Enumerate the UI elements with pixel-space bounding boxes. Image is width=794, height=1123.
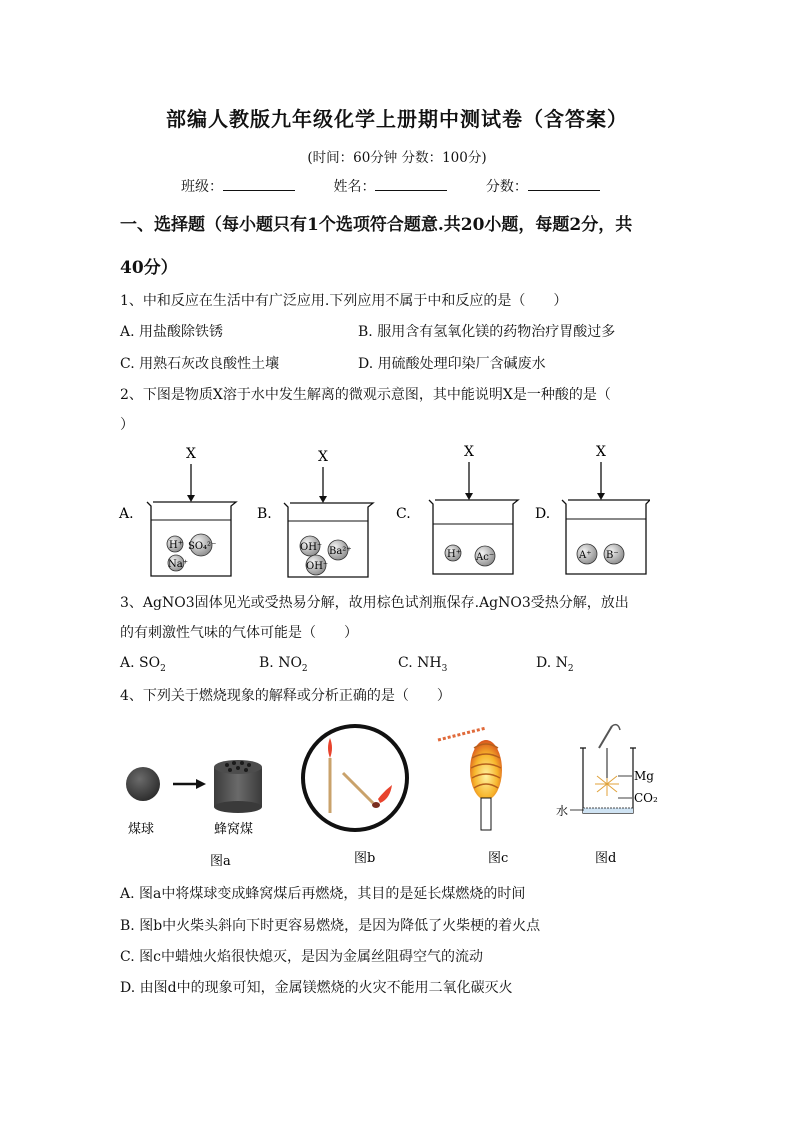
figure-d [556,725,658,866]
page-title: 部编人教版九年级化学上册期中测试卷（含答案） [166,107,628,131]
q2-label-d: D. [535,506,551,522]
q1-option-c[interactable]: C. 用熟石灰改良酸性土壤 [120,356,280,372]
q2-label-c: C. [396,506,411,522]
ion: Ac⁻ [476,552,495,563]
class-blank[interactable] [223,177,295,191]
q1-option-d[interactable]: D. 用硫酸处理印染厂含碱废水 [358,356,546,372]
q3-option-a[interactable]: A. $SO_2$ [120,655,166,674]
q2-label-a: A. [119,506,134,522]
fig-c-caption: 图c [488,851,509,866]
ion: B⁻ [606,550,619,561]
figure-c [438,728,508,866]
figure-a [126,760,262,869]
fig-d-caption: 图d [595,851,617,866]
q4-option-d[interactable]: D. 由图d中的现象可知，金属镁燃烧的火灾不能用二氧化碳灭火 [120,980,513,996]
co2-label: CO₂ [634,791,658,805]
ion: Na⁺ [168,559,188,570]
info-fields [181,176,634,196]
ion: SO₄²⁻ [188,541,217,552]
q3-option-c[interactable]: C. $NH_3$ [398,655,448,674]
coal-ball [126,767,160,801]
name-label: 姓名： [333,179,376,195]
score-blank[interactable] [528,177,600,191]
exam-meta: (时间：60分钟 分数：100分) [307,150,487,166]
mg-label: Mg [634,769,654,783]
name-blank[interactable] [375,177,447,191]
ion: OH⁻ [306,561,329,572]
class-label: 班级： [181,179,223,195]
q2-label-b: B. [257,506,272,522]
q2-stem: 2、下图是物质X溶于水中发生解离的微观示意图，其中能说明X是一种酸的是（ [120,387,611,403]
q3-option-b[interactable]: B. $NO_2$ [259,655,308,674]
ion: Ba²⁺ [329,546,352,557]
fig-a-label-right: 蜂窝煤 [214,822,254,837]
x-label: X [186,446,196,462]
fig-b-caption: 图b [354,851,376,866]
beaker-a [147,446,236,576]
beaker-b [284,449,373,577]
beaker-c [429,444,518,574]
q1-option-b[interactable]: B. 服用含有氢氧化镁的药物治疗胃酸过多 [358,324,616,340]
q2-stem-cont: ） [120,417,134,433]
q4-stem: 4、下列关于燃烧现象的解释或分析正确的是（ ） [120,688,451,704]
ion: H⁺ [169,540,183,551]
q1-option-a[interactable]: A. 用盐酸除铁锈 [120,324,224,340]
q4-combustion-figure [118,718,678,870]
ion: A⁺ [579,550,592,561]
q3-stem: 3、AgNO3固体见光或受热易分解，故用棕色试剂瓶保存.AgNO3受热分解，放出 [120,595,629,611]
section-heading: 一、选择题（每小题只有1个选项符合题意.共20小题，每题2分，共 [120,215,633,235]
ion: H⁺ [447,549,461,560]
q1-stem: 1、中和反应在生活中有广泛应用.下列应用不属于中和反应的是（ ） [120,293,568,309]
section-heading-cont: 40分） [120,258,178,278]
beaker-d [562,444,650,574]
score-label: 分数： [485,179,528,195]
figure-b [303,726,407,866]
ion: OH⁻ [300,542,323,553]
q2-beaker-figure [110,440,650,580]
q3-option-d[interactable]: D. $N_2$ [536,655,574,674]
q4-option-b[interactable]: B. 图b中火柴头斜向下时更容易燃烧，是因为降低了火柴梗的着火点 [120,918,541,934]
water-label: 水 [556,804,569,818]
q3-stem-cont: 的有刺激性气味的气体可能是（ ） [120,625,358,641]
q4-option-a[interactable]: A. 图a中将煤球变成蜂窝煤后再燃烧，其目的是延长煤燃烧的时间 [120,886,526,902]
x-label: X [596,444,606,460]
fig-a-label-left: 煤球 [128,822,155,837]
x-label: X [318,449,328,465]
q4-option-c[interactable]: C. 图c中蜡烛火焰很快熄灭，是因为金属丝阻碍空气的流动 [120,949,483,965]
x-label: X [464,444,474,460]
fig-a-caption: 图a [210,854,231,869]
